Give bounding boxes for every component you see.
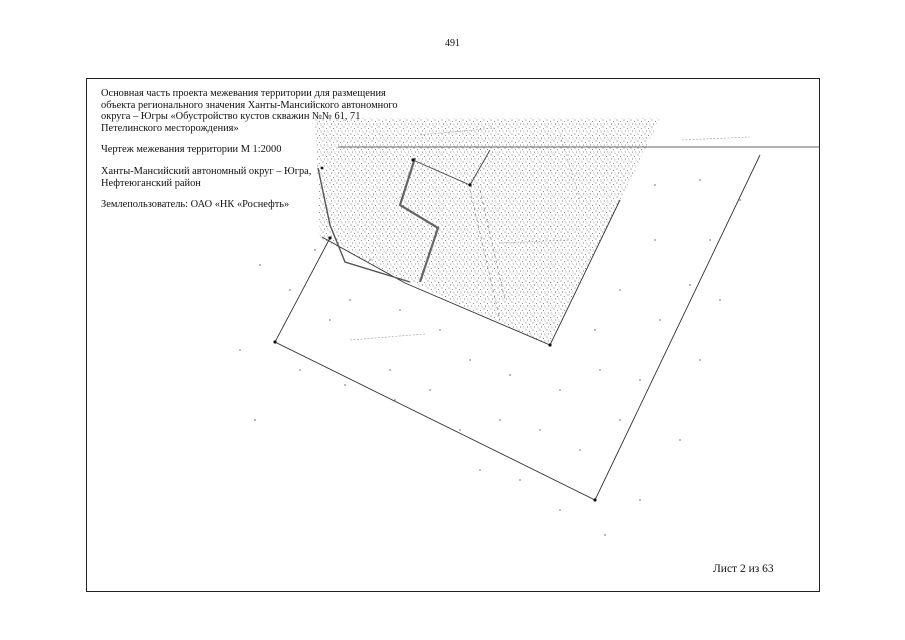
sheet-number: Лист 2 из 63 [713, 563, 774, 575]
description-line: объекта регионального значения Ханты-Мансийского автономного [101, 99, 398, 111]
region-line: Нефтеюганский район [101, 177, 201, 189]
title-block [101, 88, 431, 221]
drawing-title: Чертеж межевания территории М 1:2000 [101, 144, 282, 156]
faint-label-4 [682, 137, 750, 140]
description-line: округа – Югры «Обустройство кустов скважин №№ 61, 71 [101, 111, 361, 123]
description-line: Петелинского месторождения» [101, 122, 239, 134]
description-line: Основная часть проекта межевания территории для размещения [101, 88, 386, 99]
project-description [101, 88, 431, 134]
page-number: 491 [445, 38, 460, 49]
region [101, 166, 431, 189]
land-user: Землепользователь: ОАО «НК «Роснефть» [101, 199, 290, 211]
region-line: Ханты-Мансийский автономный округ – Югра, [101, 165, 312, 177]
faint-label-3 [350, 334, 425, 340]
